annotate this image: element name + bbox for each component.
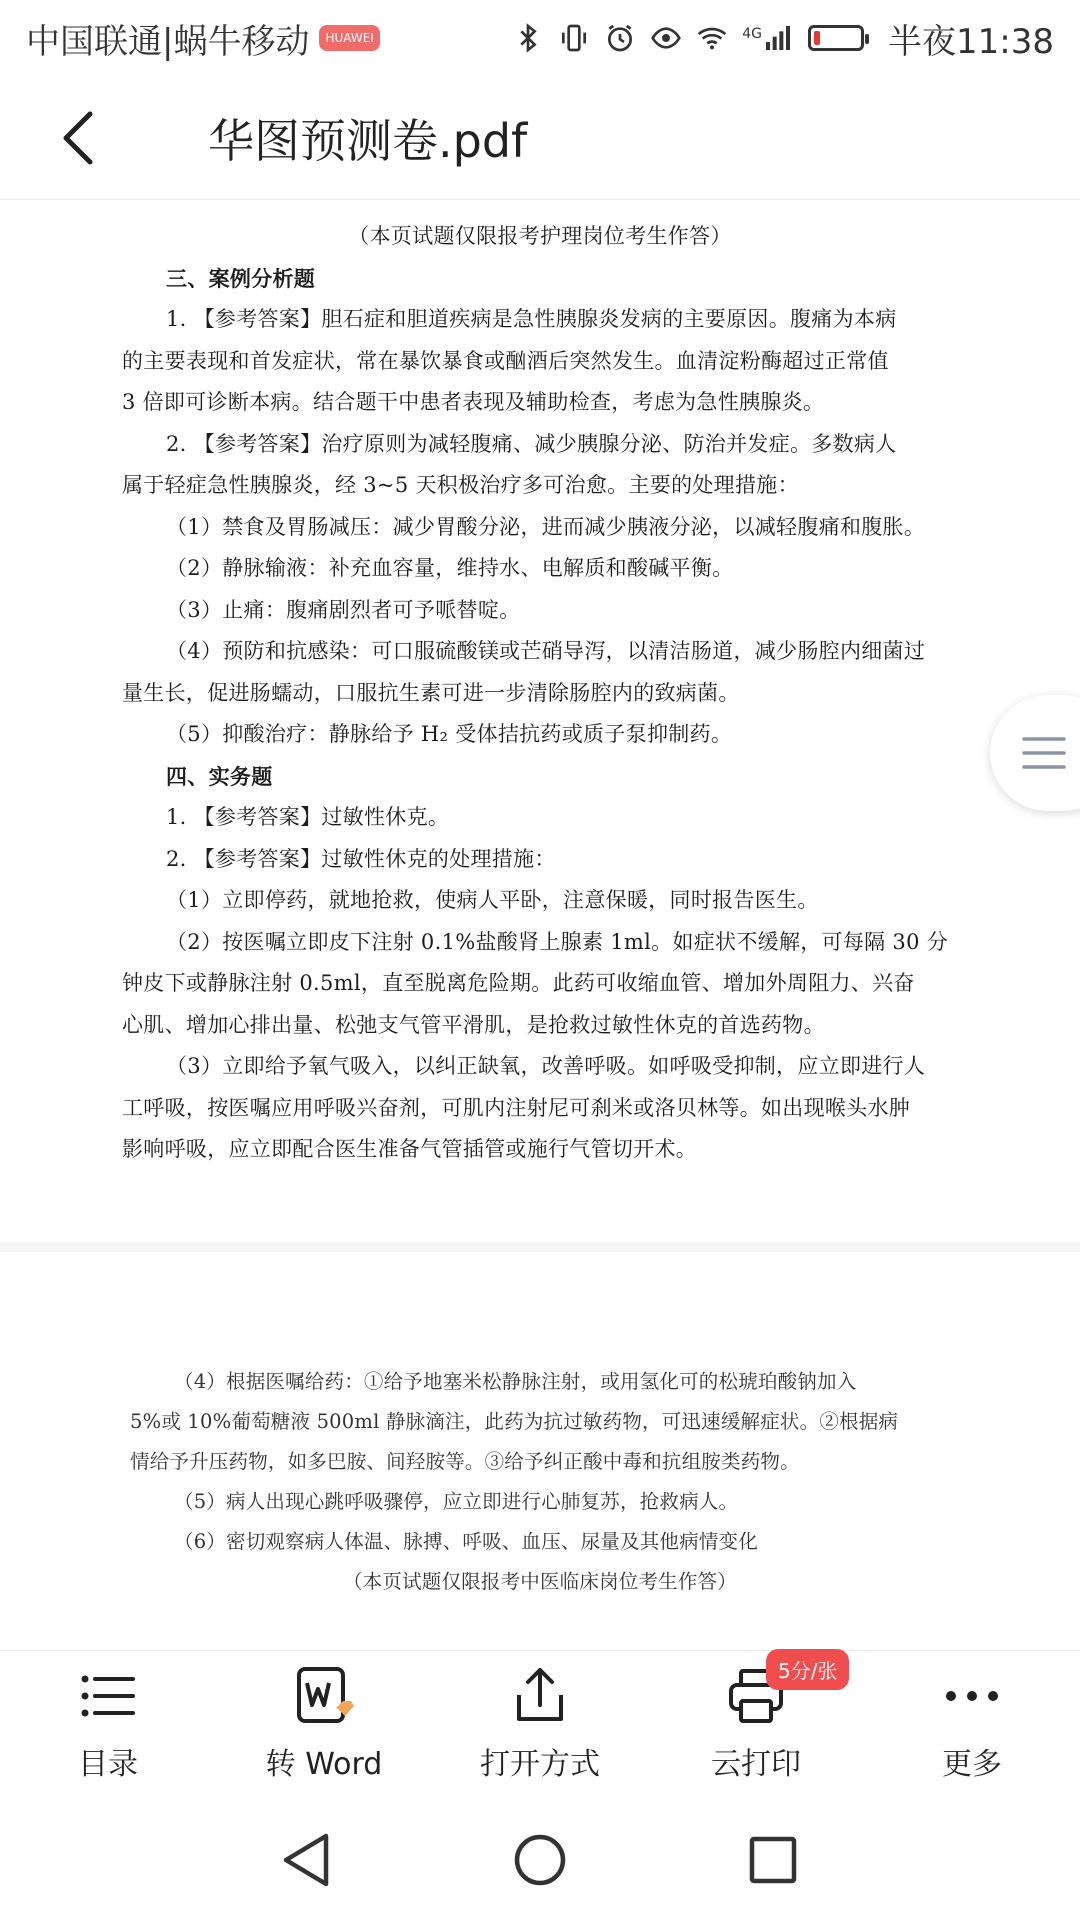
list-icon — [77, 1665, 139, 1727]
bluetooth-icon — [512, 22, 544, 54]
toc-label: 目录 — [78, 1747, 138, 1782]
signal-icon — [762, 22, 794, 54]
bottom-toolbar — [0, 1650, 1080, 1801]
doc-line: （2）静脉输液：补充血容量，维持水、电解质和酸碱平衡。 — [166, 556, 734, 580]
clock: 半夜11:38 — [888, 21, 1054, 62]
cloud-print-label: 云打印 — [711, 1747, 801, 1782]
doc-line: （3）止痛：腹痛剧烈者可予哌替啶。 — [166, 597, 521, 622]
doc-line: 1. 【参考答案】过敏性休克。 — [166, 805, 450, 829]
square-recents-icon — [748, 1835, 798, 1885]
back-button[interactable] — [58, 76, 158, 200]
navigation-bar — [0, 1800, 1080, 1920]
doc-line: 2. 【参考答案】过敏性休克的处理措施： — [166, 846, 556, 871]
open-with-label: 打开方式 — [480, 1747, 600, 1782]
battery-icon — [808, 25, 864, 51]
doc-line: 1. 【参考答案】胆石症和胆道疾病是急性胰腺炎发病的主要原因。腹痛为本病 — [166, 307, 897, 331]
doc-line: 属于轻症急性胰腺炎，经 3~5 天积极治疗多可治愈。主要的处理措施： — [122, 473, 799, 497]
pdf-page — [0, 1252, 1080, 1650]
menu-lines-icon — [1022, 733, 1066, 773]
doc-line: （本页试题仅限报考中医临床岗位考生作答） — [342, 1570, 737, 1593]
doc-line: 四、实务题 — [166, 763, 273, 789]
signal-group — [742, 22, 794, 54]
network-tag: 4G — [742, 26, 763, 42]
doc-line: 三、案例分析题 — [166, 265, 316, 291]
carrier-badge: HUAWEI — [319, 25, 379, 51]
doc-line: （5）抑酸治疗：静脉给予 H₂ 受体拮抗药或质子泵抑制药。 — [166, 722, 733, 746]
nav-home-button[interactable] — [495, 1815, 585, 1905]
doc-line: （4）预防和抗感染：可口服硫酸镁或芒硝导泻，以清洁肠道，减少肠腔内细菌过 — [166, 639, 926, 663]
doc-line: （1）禁食及胃肠减压：减少胃酸分泌，进而减少胰液分泌，以减轻腹痛和腹胀。 — [166, 514, 926, 539]
status-right — [512, 14, 1054, 63]
eye-comfort-icon — [650, 22, 682, 54]
nav-back-button[interactable] — [262, 1815, 352, 1905]
more-label: 更多 — [942, 1747, 1002, 1782]
status-left — [26, 14, 380, 63]
status-bar — [0, 0, 1080, 76]
triangle-back-icon — [280, 1832, 334, 1888]
doc-line: （3）立即给予氧气吸入，以纠正缺氧，改善呼吸。如呼吸受抑制，应立即进行人 — [166, 1054, 926, 1078]
doc-line: 影响呼吸，应立即配合医生准备气管插管或施行气管切开术。 — [122, 1137, 698, 1161]
pdf-page — [0, 200, 1080, 1242]
header — [0, 76, 1080, 200]
more-button[interactable] — [864, 1651, 1080, 1801]
alarm-icon — [604, 22, 636, 54]
doc-line: 工呼吸，按医嘱应用呼吸兴奋剂，可肌内注射尼可刹米或洛贝林等。如出现喉头水肿 — [122, 1095, 911, 1120]
doc-line: （2）按医嘱立即皮下注射 0.1%盐酸肾上腺素 1ml。如症状不缓解，可每隔 30 分 — [166, 929, 949, 954]
doc-line: 3 倍即可诊断本病。结合题干中患者表现及辅助检查，考虑为急性胰腺炎。 — [122, 390, 825, 414]
cloud-print-button[interactable] — [648, 1651, 864, 1801]
doc-line: 钟皮下或静脉注射 0.5ml，直至脱离危险期。此药可收缩血管、增加外周阻力、兴奋 — [122, 971, 915, 995]
convert-word-label: 转 Word — [265, 1747, 383, 1782]
doc-line: 情给予升压药物，如多巴胺、间羟胺等。③给予纠正酸中毒和抗组胺类药物。 — [130, 1450, 800, 1473]
vibrate-icon — [558, 22, 590, 54]
nav-recents-button[interactable] — [728, 1815, 818, 1905]
doc-line: 心肌、增加心排出量、松弛支气管平滑肌，是抢救过敏性休克的首选药物。 — [122, 1012, 825, 1037]
price-badge: 5分/张 — [766, 1649, 849, 1690]
doc-line: （6）密切观察病人体温、脉搏、呼吸、血压、尿量及其他病情变化 — [174, 1530, 758, 1553]
circle-home-icon — [512, 1832, 568, 1888]
back-arrow-icon — [58, 108, 98, 168]
doc-line: 的主要表现和首发症状，常在暴饮暴食或酗酒后突然发生。血清淀粉酶超过正常值 — [122, 348, 889, 373]
toc-button[interactable] — [0, 1651, 216, 1801]
doc-line: （5）病人出现心跳呼吸骤停，应立即进行心肺复苏，抢救病人。 — [174, 1490, 739, 1513]
doc-line: （1）立即停药，就地抢救，使病人平卧，注意保暖，同时报告医生。 — [166, 888, 819, 912]
share-icon — [509, 1665, 571, 1727]
doc-line: （本页试题仅限报考护理岗位考生作答） — [348, 224, 732, 248]
pdf-viewer[interactable] — [0, 200, 1080, 1650]
doc-line: （4）根据医嘱给药：①给予地塞米松静脉注射，或用氢化可的松琥珀酸钠加入 — [174, 1370, 857, 1393]
page-title: 华图预测卷.pdf — [208, 113, 528, 168]
doc-line: 5%或 10%葡萄糖液 500ml 静脉滴注，此药为抗过敏药物，可迅速缓解症状。②根据病 — [130, 1410, 899, 1433]
wifi-icon — [696, 22, 728, 54]
doc-line: 2. 【参考答案】治疗原则为减轻腹痛、减少胰腺分泌、防治并发症。多数病人 — [166, 431, 897, 456]
doc-line: 量生长，促进肠蠕动，口服抗生素可进一步清除肠腔内的致病菌。 — [122, 680, 740, 705]
open-with-button[interactable] — [432, 1651, 648, 1801]
carrier-name: 中国联通|蜗牛移动 — [26, 21, 310, 62]
convert-word-button[interactable] — [216, 1651, 432, 1801]
word-convert-icon — [293, 1665, 355, 1727]
more-icon — [941, 1665, 1003, 1727]
